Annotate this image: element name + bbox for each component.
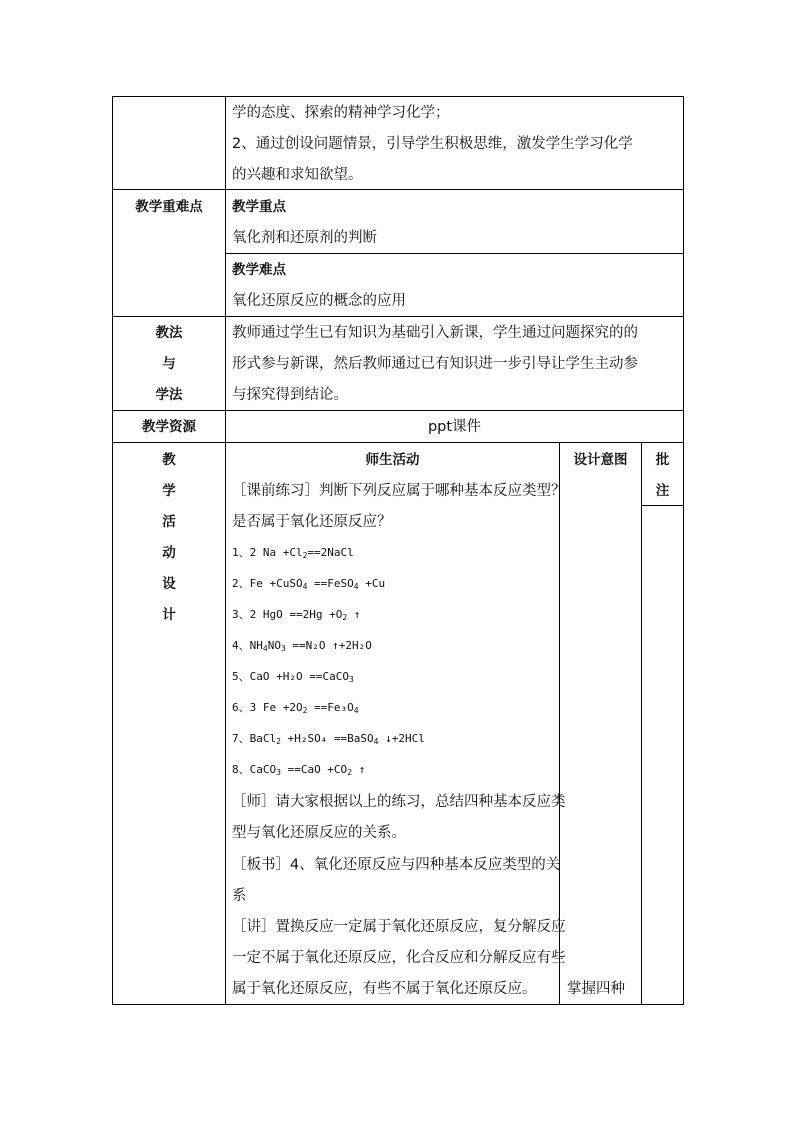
methods-line: 形式参与新课，然后教师通过已有知识进一步引导让学生主动参: [232, 356, 638, 372]
row-divider: [225, 253, 683, 254]
activity-label-char: 教: [162, 452, 176, 468]
focus-text: 氧化剂和还原剂的判断: [232, 230, 377, 246]
reaction-equation: 7、BaCl$_2$ +H₂SO₄ ==BaSO$_4$ ↓+2HCl: [232, 732, 425, 746]
activity-label-char: 动: [162, 545, 176, 561]
goal-line: 2、通过创设问题情景，引导学生积极思维，激发学生学习化学: [232, 136, 633, 152]
board-note: ［板书］4、氧化还原反应与四种基本反应类型的关: [232, 857, 561, 873]
reaction-equation: 5、CaO +H₂O ==CaCO$_3$: [232, 670, 354, 684]
difficulty-text: 氧化还原反应的概念的应用: [232, 293, 406, 309]
methods-line: 与探究得到结论。: [232, 387, 348, 403]
reaction-equation: 4、$NH_4NO_3 ==N_2O$ ↑+2H₂O: [232, 639, 372, 653]
table-border-bottom: [112, 1004, 683, 1005]
board-note: 系: [232, 888, 247, 904]
resources-label: 教学资源: [142, 419, 196, 435]
lecture-text: 一定不属于氧化还原反应，化合反应和分解反应有些: [232, 950, 566, 966]
table-border-top: [112, 96, 683, 97]
note-header-divider: [641, 505, 683, 506]
intent-column-header: 设计意图: [573, 452, 628, 468]
goal-line: 的兴趣和求知欲望。: [232, 167, 363, 183]
methods-label: 教法: [155, 325, 183, 341]
lecture-text: 属于氧化还原反应，有些不属于氧化还原反应。: [232, 981, 537, 997]
row-divider: [112, 316, 683, 317]
resources-value: ppt课件: [427, 419, 482, 435]
reaction-equation: 1、2 $Na +Cl_2==2NaCl$: [232, 546, 354, 560]
note-column-header: 注: [655, 483, 670, 499]
note-column-header: 批: [655, 452, 670, 468]
lecture-text: ［讲］置换反应一定属于氧化还原反应，复分解反应: [232, 919, 566, 935]
reaction-equation: 2、Fe +CuSO$_4$ ==FeSO$_4$ +Cu: [232, 577, 386, 591]
teacher-prompt: 型与氧化还原反应的关系。: [232, 825, 406, 841]
difficulty-heading: 教学难点: [232, 262, 286, 278]
exercise-intro: 是否属于氧化还原反应？: [232, 514, 392, 530]
goal-line: 学的态度、探索的精神学习化学；: [232, 105, 450, 121]
activity-label-char: 设: [162, 576, 176, 592]
activity-label-char: 计: [162, 607, 176, 623]
row-divider: [112, 410, 683, 411]
reaction-equation: 3、2 HgO $==2Hg +O_2$ ↑: [232, 608, 361, 622]
table-border-right: [683, 96, 684, 1005]
row-divider: [112, 442, 683, 443]
col-divider: [225, 96, 226, 1005]
methods-label: 与: [162, 356, 176, 372]
methods-label: 学法: [155, 387, 183, 403]
activity-column-header: 师生活动: [365, 452, 420, 468]
col-divider: [641, 442, 642, 1005]
key-points-label: 教学重难点: [135, 199, 203, 215]
reaction-equation: 8、CaCO$_3$ $==CaO +CO_2$ ↑: [232, 763, 366, 777]
activity-label-char: 活: [162, 514, 176, 530]
activity-label-char: 学: [162, 483, 176, 499]
focus-heading: 教学重点: [232, 199, 286, 215]
row-divider: [112, 189, 683, 190]
exercise-intro: ［课前练习］判断下列反应属于哪种基本反应类型？: [232, 483, 566, 499]
reaction-equation: 6、3 $Fe +2O_2 ==Fe_3O_4$: [232, 701, 359, 715]
teacher-prompt: ［师］请大家根据以上的练习，总结四种基本反应类: [232, 794, 566, 810]
methods-line: 教师通过学生已有知识为基础引入新课，学生通过问题探究的的: [232, 325, 638, 341]
design-intent-text: 掌握四种: [567, 981, 625, 997]
